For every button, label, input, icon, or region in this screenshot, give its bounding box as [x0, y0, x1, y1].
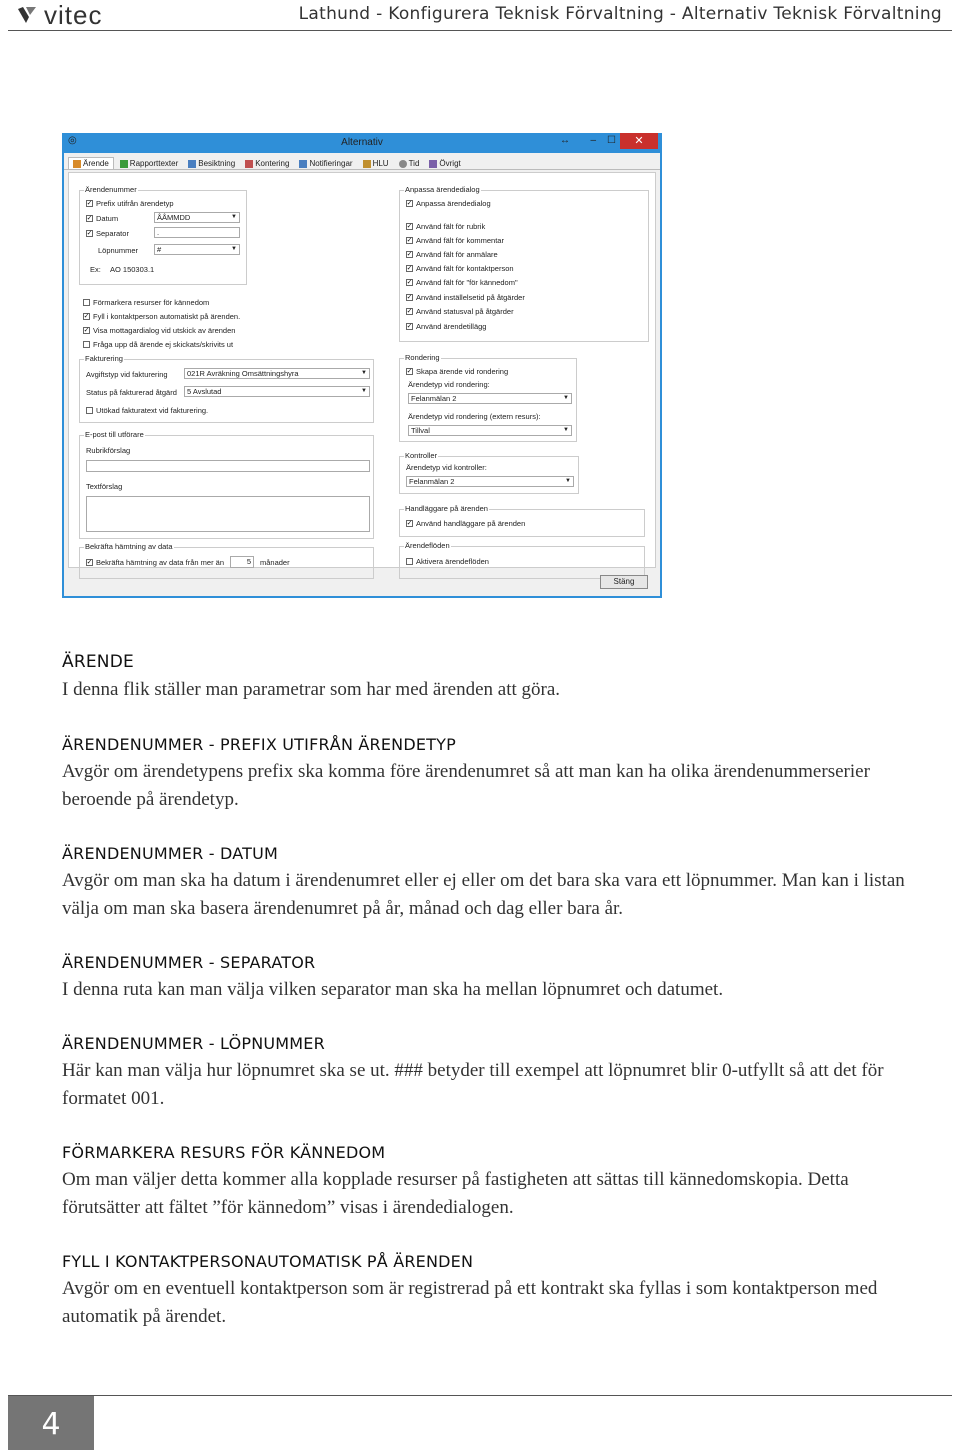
months-input[interactable]: 5: [230, 556, 254, 568]
inspection-tab-icon: [188, 160, 196, 168]
checkbox[interactable]: ✓: [406, 251, 413, 258]
accounting-tab-icon: [245, 160, 253, 168]
tab-besiktning[interactable]: Besiktning: [184, 158, 239, 169]
vitec-logo: [16, 2, 102, 28]
checkbox[interactable]: ✓: [406, 200, 413, 207]
chevron-down-icon: ▼: [565, 478, 571, 484]
option-fyll-i-kontaktperson[interactable]: ✓ Fyll i kontaktperson automatiskt på ärenden.: [83, 312, 241, 321]
chevron-down-icon: ▼: [563, 427, 569, 433]
checkbox[interactable]: ✓: [86, 215, 93, 222]
section-heading: FYLL I KONTAKTPERSONAUTOMATISK PÅ ÄRENDEN: [62, 1252, 474, 1271]
section-heading: ÄRENDENUMMER - SEPARATOR: [62, 953, 316, 972]
checkbox[interactable]: [86, 407, 93, 414]
section-text: Avgör om man ska ha datum i ärendenumret eller ej eller om det bara ska vara ett löpnummer. Man kan i listan välja om man ska basera ärendenumret på år, månad och dag eller bara år.: [62, 870, 905, 919]
tab-content: [68, 172, 656, 568]
hlu-tab-icon: [363, 160, 371, 168]
chevron-down-icon: ▼: [231, 246, 237, 252]
section-lopnummer: [62, 1034, 922, 1113]
group-title: Fakturering: [85, 354, 123, 363]
checkbox[interactable]: ✓: [83, 313, 90, 320]
close-button[interactable]: Stäng: [600, 575, 648, 589]
anpassa-item[interactable]: ✓ Använd fält för anmälare: [406, 250, 498, 259]
checkbox[interactable]: [406, 558, 413, 565]
section-text: Avgör om ärendetypens prefix ska komma före ärendenumret så att man kan ha olika ärendenummerserier beroende på ärendetyp.: [62, 761, 870, 810]
rondering-extern-select[interactable]: Tillval ▼: [408, 425, 572, 436]
checkbox[interactable]: ✓: [406, 279, 413, 286]
anpassa-item[interactable]: ✓ Använd fält för kommentar: [406, 236, 504, 245]
section-arende: [62, 652, 922, 704]
text-label: Textförslag: [86, 482, 123, 491]
anpassa-item[interactable]: ✓ Använd fält för "för kännedom": [406, 278, 518, 287]
anpassa-main-checkbox[interactable]: ✓ Anpassa ärendedialog: [406, 199, 491, 208]
checkbox[interactable]: ✓: [406, 520, 413, 527]
section-text: I denna ruta kan man välja vilken separator man ska ha mellan löpnumret och datumet.: [62, 979, 724, 1000]
example-label: Ex:: [90, 265, 101, 274]
section-heading: ÄRENDENUMMER - PREFIX UTIFRÅN ÄRENDETYP: [62, 735, 456, 754]
section-text: I denna flik ställer man parametrar som har med ärenden att göra.: [62, 679, 561, 700]
checkbox[interactable]: ✓: [86, 230, 93, 237]
lopnummer-label: Löpnummer: [98, 246, 139, 255]
checkbox[interactable]: [83, 341, 90, 348]
group-title: Ärendenummer: [85, 185, 137, 194]
page-header: [0, 0, 960, 32]
checkbox[interactable]: [83, 299, 90, 306]
handlaggare-checkbox-row[interactable]: ✓ Använd handläggare på ärenden: [406, 519, 526, 528]
checkbox[interactable]: ✓: [406, 237, 413, 244]
rubrik-input[interactable]: [86, 460, 370, 472]
section-heading: ÄRENDENUMMER - DATUM: [62, 844, 279, 863]
option-fraga-upp[interactable]: Fråga upp då ärende ej skickats/skrivits ut: [83, 340, 233, 349]
months-unit: månader: [260, 558, 290, 567]
checkbox[interactable]: ✓: [406, 323, 413, 330]
bekrafta-group: [79, 542, 374, 579]
anpassa-item[interactable]: ✓ Använd fält för rubrik: [406, 222, 486, 231]
option-visa-mottagardialog[interactable]: ✓ Visa mottagardialog vid utskick av ärenden: [83, 326, 236, 335]
handlaggare-group: [399, 504, 645, 537]
dialog-titlebar: [64, 133, 660, 153]
anpassa-item[interactable]: ✓ Använd statusval på åtgärder: [406, 307, 514, 316]
kontroller-typ-select[interactable]: Felanmälan 2 ▼: [406, 476, 574, 487]
bekrafta-checkbox-row[interactable]: ✓ Bekräfta hämtning av data från mer än: [86, 558, 224, 567]
rubrik-label: Rubrikförslag: [86, 446, 131, 455]
datum-select[interactable]: ÅÅMMDD ▼: [154, 212, 240, 223]
footer-divider: [8, 1395, 952, 1396]
checkbox[interactable]: ✓: [406, 294, 413, 301]
resize-icon[interactable]: ↔: [560, 135, 570, 146]
checkbox[interactable]: ✓: [406, 308, 413, 315]
prefix-checkbox-row[interactable]: ✓ Prefix utifrån ärendetyp: [86, 199, 174, 208]
close-icon[interactable]: ✕: [620, 133, 658, 149]
tab-notifieringar[interactable]: Notifieringar: [295, 158, 356, 169]
status-label: Status på fakturerad åtgärd: [86, 388, 177, 397]
avgift-label: Avgiftstyp vid fakturering: [86, 370, 168, 379]
avgift-select[interactable]: 021R Avräkning Omsättningshyra ▼: [184, 368, 370, 379]
section-text: Avgör om en eventuell kontaktperson som är registrerad på ett kontrakt ska fyllas i som kontaktperson med automatik på ärendet.: [62, 1278, 878, 1327]
app-icon: ◎: [68, 135, 77, 146]
separator-input[interactable]: .: [154, 227, 240, 238]
kontroller-typ-label: Ärendetyp vid kontroller:: [406, 463, 487, 472]
group-title: Rondering: [405, 353, 440, 362]
section-datum: [62, 844, 922, 923]
separator-checkbox-row[interactable]: ✓ Separator: [86, 229, 129, 238]
chevron-down-icon: ▼: [361, 388, 367, 394]
section-formarkera: [62, 1143, 922, 1222]
chevron-down-icon: ▼: [361, 370, 367, 376]
clock-tab-icon: [399, 160, 407, 168]
group-title: E-post till utförare: [85, 430, 144, 439]
text-input[interactable]: [86, 496, 370, 532]
group-title: Bekräfta hämtning av data: [85, 542, 173, 551]
option-formarkera[interactable]: Förmarkera resurser för kännedom: [83, 298, 209, 307]
tab-kontering[interactable]: Kontering: [241, 158, 293, 169]
vitec-logo-icon: [16, 5, 38, 25]
tab-arende[interactable]: Ärende: [68, 157, 114, 169]
section-heading: ÄRENDENUMMER - LÖPNUMMER: [62, 1034, 325, 1053]
section-text: Här kan man välja hur löpnumret ska se ut. ### betyder till exempel att löpnumret blir 0-utfyllt så att det för formatet 001.: [62, 1060, 884, 1109]
rondering-typ-label: Ärendetyp vid rondering:: [408, 380, 490, 389]
chevron-down-icon: ▼: [563, 395, 569, 401]
chevron-down-icon: ▼: [231, 214, 237, 220]
notification-tab-icon: [299, 160, 307, 168]
arendenummer-group: [79, 185, 247, 285]
epost-group: [79, 430, 374, 539]
datum-checkbox-row[interactable]: ✓ Datum: [86, 214, 119, 223]
tab-tid[interactable]: Tid: [395, 158, 424, 169]
checkbox[interactable]: ✓: [406, 265, 413, 272]
arende-tab-icon: [73, 160, 81, 168]
skapa-checkbox-row[interactable]: ✓ Skapa ärende vid rondering: [406, 367, 509, 376]
tab-rapporttexter[interactable]: Rapporttexter: [116, 158, 182, 169]
tab-hlu[interactable]: HLU: [359, 158, 393, 169]
rondering-extern-label: Ärendetyp vid rondering (extern resurs):: [408, 412, 541, 421]
utokad-checkbox-row[interactable]: Utökad fakturatext vid fakturering.: [86, 406, 208, 415]
dialog-tabs: [64, 153, 660, 170]
section-prefix: [62, 735, 922, 814]
anpassa-item[interactable]: ✓ Använd ärendetillägg: [406, 322, 487, 331]
report-tab-icon: [120, 160, 128, 168]
section-separator: [62, 953, 922, 1004]
anpassa-item[interactable]: ✓ Använd inställelsetid på åtgärder: [406, 293, 525, 302]
misc-tab-icon: [429, 160, 437, 168]
checkbox[interactable]: ✓: [406, 368, 413, 375]
kontroller-group: [399, 451, 579, 494]
anpassa-item[interactable]: ✓ Använd fält för kontaktperson: [406, 264, 514, 273]
maximize-icon[interactable]: ☐: [607, 135, 616, 146]
dialog-title: Alternativ: [341, 137, 383, 148]
rondering-typ-select[interactable]: Felanmälan 2 ▼: [408, 393, 572, 404]
group-title: Handläggare på ärenden: [405, 504, 488, 513]
logo-text: vitec: [44, 0, 103, 30]
section-kontaktperson: [62, 1252, 922, 1331]
checkbox[interactable]: ✓: [406, 223, 413, 230]
section-text: Om man väljer detta kommer alla kopplade resurser på fastigheten att sättas till kännedomskopia. Detta förutsätter att fältet ”för kännedom” visas i ärendedialogen.: [62, 1169, 849, 1218]
example-value: AO 150303.1: [110, 265, 155, 274]
fakturering-group: [79, 354, 374, 423]
group-title: Ärendeflöden: [405, 541, 450, 550]
document-title: Lathund - Konfigurera Teknisk Förvaltning - Alternativ Teknisk Förvaltning: [298, 4, 942, 24]
lopnummer-select[interactable]: # ▼: [154, 244, 240, 255]
group-title: Anpassa ärendedialog: [405, 185, 480, 194]
checkbox[interactable]: ✓: [86, 200, 93, 207]
anpassa-group: [399, 185, 649, 342]
tab-ovrigt[interactable]: Övrigt: [425, 158, 464, 169]
rondering-group: [399, 353, 577, 442]
group-title: Kontroller: [405, 451, 438, 460]
checkbox[interactable]: ✓: [83, 327, 90, 334]
checkbox[interactable]: ✓: [86, 559, 93, 566]
status-select[interactable]: 5 Avslutad ▼: [184, 386, 370, 397]
header-divider: [8, 30, 952, 31]
section-heading: FÖRMARKERA RESURS FÖR KÄNNEDOM: [62, 1143, 386, 1162]
arendefloden-checkbox-row[interactable]: Aktivera ärendeflöden: [406, 557, 489, 566]
page-number: 4: [8, 1396, 94, 1450]
minimize-icon[interactable]: –: [590, 135, 596, 146]
alternativ-dialog: [62, 133, 662, 598]
dialog-body: [64, 153, 660, 596]
section-heading: ÄRENDE: [62, 652, 134, 672]
